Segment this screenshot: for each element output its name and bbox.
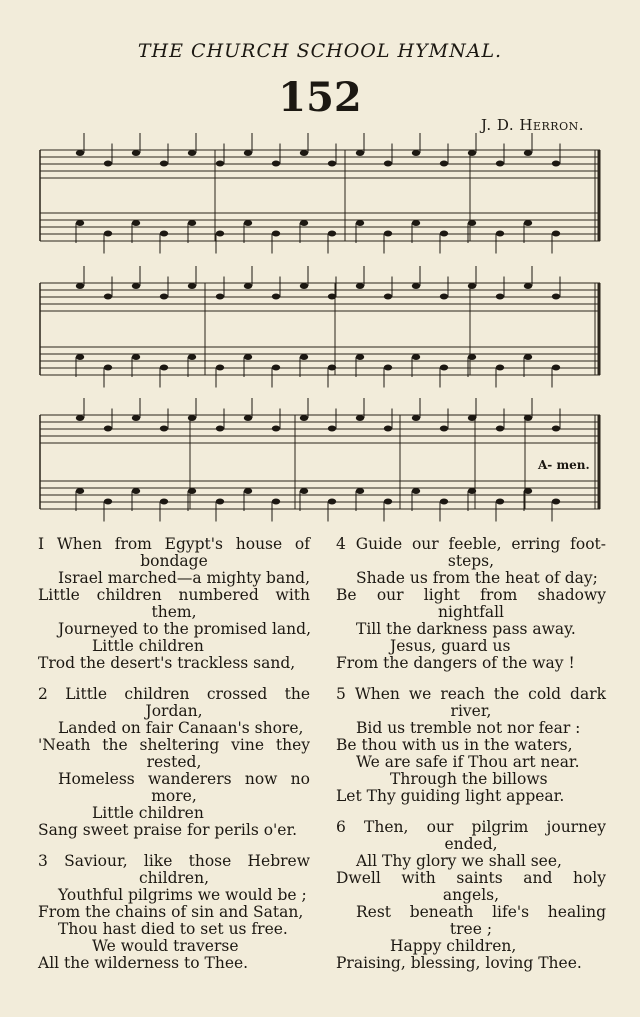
verse-line: steps,	[447, 552, 495, 570]
note-head	[132, 283, 140, 289]
verse-line: All Thy glory we shall see,	[356, 852, 562, 870]
note-head	[216, 426, 224, 432]
note-head	[468, 220, 476, 226]
note-head	[104, 499, 112, 505]
note-head	[384, 499, 392, 505]
verse-line: Landed on fair Canaan's shore,	[58, 719, 304, 737]
verse-line: From the chains of sin and Satan,	[38, 903, 304, 921]
note-head	[132, 150, 140, 156]
verse-line: Israel marched—a mighty band,	[58, 569, 311, 587]
note-head	[244, 220, 252, 226]
note-head	[468, 415, 476, 421]
verse-line: 'Neath the sheltering vine they	[38, 736, 310, 754]
note-head	[440, 231, 448, 237]
verse-line: I When from Egypt's house of	[38, 535, 310, 553]
verse-5	[336, 686, 606, 805]
note-head	[132, 354, 140, 360]
note-head	[468, 283, 476, 289]
note-head	[552, 294, 560, 300]
note-head	[216, 294, 224, 300]
note-head	[244, 488, 252, 494]
verse-line: Till the darkness pass away.	[356, 620, 576, 638]
verse-line: Little children numbered with	[38, 586, 310, 604]
verse-line: Dwell with saints and holy	[336, 869, 606, 887]
note-head	[328, 365, 336, 371]
note-head	[160, 161, 168, 167]
note-head	[216, 499, 224, 505]
verse-line: Trod the desert's trackless sand,	[38, 654, 296, 672]
verse-line: ended,	[444, 835, 498, 853]
verse-line: Praising, blessing, loving Thee.	[336, 954, 582, 972]
note-head	[384, 365, 392, 371]
note-head	[272, 426, 280, 432]
note-head	[524, 220, 532, 226]
verse-line: 3 Saviour, like those Hebrew	[38, 852, 310, 870]
verse-line: Be thou with us in the waters,	[336, 736, 573, 754]
verse-4	[336, 536, 606, 672]
composer-credit: J. D. Herron.	[481, 116, 584, 134]
note-head	[104, 365, 112, 371]
note-head	[412, 488, 420, 494]
verse-line: Homeless wanderers now no	[58, 770, 310, 788]
note-head	[272, 161, 280, 167]
verse-line: children,	[139, 869, 209, 887]
note-head	[496, 426, 504, 432]
note-head	[328, 231, 336, 237]
verse-line: more,	[151, 787, 197, 805]
verse-line: bondage	[140, 552, 208, 570]
note-head	[272, 499, 280, 505]
verse-line: Let Thy guiding light appear.	[336, 787, 565, 805]
note-head	[524, 488, 532, 494]
note-head	[524, 283, 532, 289]
note-head	[300, 488, 308, 494]
note-head	[104, 231, 112, 237]
note-head	[160, 499, 168, 505]
verse-line: Thou hast died to set us free.	[58, 920, 288, 938]
note-head	[524, 354, 532, 360]
verse-line: Sang sweet praise for perils o'er.	[38, 821, 298, 839]
note-head	[440, 499, 448, 505]
note-head	[160, 294, 168, 300]
note-head	[188, 220, 196, 226]
verse-line: 5 When we reach the cold dark	[336, 685, 606, 703]
note-head	[440, 365, 448, 371]
note-head	[244, 354, 252, 360]
note-head	[552, 426, 560, 432]
note-head	[412, 150, 420, 156]
note-head	[244, 283, 252, 289]
note-head	[412, 415, 420, 421]
verse-line: Jesus, guard us	[390, 637, 511, 655]
verses-left-column	[38, 536, 310, 986]
note-head	[496, 231, 504, 237]
note-head	[468, 150, 476, 156]
note-head	[496, 294, 504, 300]
verse-line: nightfall	[438, 603, 504, 621]
note-head	[300, 220, 308, 226]
note-head	[496, 161, 504, 167]
note-head	[244, 150, 252, 156]
note-head	[468, 354, 476, 360]
note-head	[160, 426, 168, 432]
note-head	[188, 415, 196, 421]
note-head	[104, 294, 112, 300]
running-title: THE CHURCH SCHOOL HYMNAL.	[137, 40, 503, 62]
note-heads	[76, 133, 560, 522]
note-head	[552, 365, 560, 371]
note-head	[384, 231, 392, 237]
note-head	[356, 354, 364, 360]
verses-right-column	[336, 536, 606, 986]
note-head	[300, 354, 308, 360]
note-head	[384, 294, 392, 300]
verse-line: Little children	[92, 804, 204, 822]
staff-lines	[40, 150, 600, 509]
note-head	[216, 231, 224, 237]
note-head	[440, 161, 448, 167]
note-head	[104, 426, 112, 432]
note-head	[552, 499, 560, 505]
note-head	[412, 220, 420, 226]
note-head	[272, 231, 280, 237]
verse-line: them,	[151, 603, 197, 621]
verse-line: We are safe if Thou art near.	[356, 753, 580, 771]
note-head	[132, 220, 140, 226]
verse-2	[38, 686, 310, 839]
note-head	[496, 499, 504, 505]
verse-line: We would traverse	[92, 937, 239, 955]
verse-line: tree ;	[449, 920, 493, 938]
note-head	[76, 488, 84, 494]
note-head	[356, 488, 364, 494]
note-head	[188, 488, 196, 494]
verse-line: 4 Guide our feeble, erring foot-	[336, 535, 606, 553]
note-head	[76, 150, 84, 156]
note-head	[160, 365, 168, 371]
note-head	[132, 415, 140, 421]
note-head	[524, 415, 532, 421]
verse-line: Rest beneath life's healing	[356, 903, 606, 921]
note-head	[468, 488, 476, 494]
note-head	[300, 415, 308, 421]
note-head	[76, 354, 84, 360]
note-head	[328, 426, 336, 432]
note-head	[440, 426, 448, 432]
verse-line: rested,	[146, 753, 202, 771]
note-head	[384, 161, 392, 167]
note-head	[188, 283, 196, 289]
amen-label: A- men.	[538, 458, 590, 472]
verse-line: Through the billows	[390, 770, 548, 788]
verse-line: Be our light from shadowy	[336, 586, 606, 604]
verse-line: From the dangers of the way !	[336, 654, 575, 672]
note-head	[384, 426, 392, 432]
verse-6	[336, 819, 606, 972]
hymn-number: 152	[278, 74, 362, 121]
verse-line: All the wilderness to Thee.	[38, 954, 249, 972]
verse-line: Little children	[92, 637, 204, 655]
verse-line: angels,	[442, 886, 500, 904]
note-head	[412, 283, 420, 289]
note-head	[300, 150, 308, 156]
note-head	[244, 415, 252, 421]
note-head	[76, 283, 84, 289]
verse-3	[38, 853, 310, 972]
note-head	[216, 161, 224, 167]
verse-line: Shade us from the heat of day;	[356, 569, 598, 587]
note-head	[356, 415, 364, 421]
note-head	[188, 150, 196, 156]
note-head	[552, 231, 560, 237]
note-head	[440, 294, 448, 300]
verse-line: Happy children,	[390, 937, 517, 955]
note-head	[272, 365, 280, 371]
note-head	[300, 283, 308, 289]
note-head	[76, 220, 84, 226]
verse-line: Journeyed to the promised land,	[58, 620, 311, 638]
note-head	[104, 161, 112, 167]
note-head	[356, 220, 364, 226]
note-head	[188, 354, 196, 360]
verse-line: Jordan,	[145, 702, 203, 720]
note-head	[76, 415, 84, 421]
verse-line: Youthful pilgrims we would be ;	[58, 886, 307, 904]
note-head	[356, 283, 364, 289]
verse-line: river,	[450, 702, 492, 720]
note-head	[132, 488, 140, 494]
note-head	[552, 161, 560, 167]
note-head	[328, 499, 336, 505]
note-head	[524, 150, 532, 156]
verse-line: Bid us tremble not nor fear :	[356, 719, 581, 737]
verse-line: 6 Then, our pilgrim journey	[336, 818, 606, 836]
note-head	[160, 231, 168, 237]
note-head	[496, 365, 504, 371]
verse-1	[38, 536, 310, 672]
note-head	[356, 150, 364, 156]
note-head	[328, 161, 336, 167]
note-head	[272, 294, 280, 300]
note-head	[216, 365, 224, 371]
note-head	[412, 354, 420, 360]
verse-line: 2 Little children crossed the	[38, 685, 310, 703]
note-head	[328, 294, 336, 300]
